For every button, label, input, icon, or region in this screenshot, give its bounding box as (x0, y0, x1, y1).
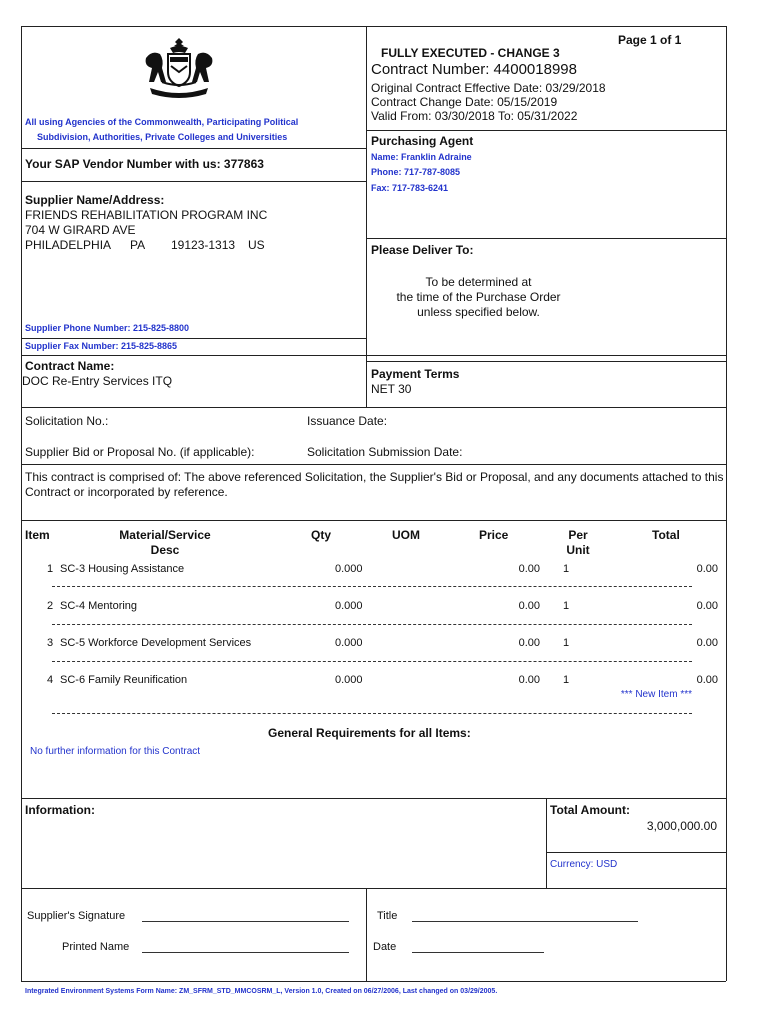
col-header-desc-1: Material/Service (119, 528, 211, 542)
contract-name-label: Contract Name: (25, 359, 115, 373)
row-separator (52, 713, 692, 714)
divider-vendor-top (21, 148, 366, 149)
col-header-item: Item (25, 528, 50, 542)
row-3-desc: SC-5 Workforce Development Services (60, 637, 252, 649)
divider-agent-top (366, 130, 726, 131)
supplier-country: US (248, 238, 265, 252)
total-amount-value: 3,000,000.00 (646, 819, 717, 833)
sap-vendor-number: Your SAP Vendor Number with us: 377863 (25, 157, 264, 171)
no-further-information: No further information for this Contract (30, 746, 201, 757)
divider-table-top (21, 520, 726, 521)
supplier-phone: Supplier Phone Number: 215-825-8800 (25, 323, 190, 333)
row-4-item: 4 (47, 674, 54, 686)
supplier-bid-label: Supplier Bid or Proposal No. (if applicable): (25, 445, 255, 459)
col-header-per-1: Per (568, 528, 588, 542)
divider-total-left (546, 798, 547, 888)
col-header-uom: UOM (392, 528, 420, 542)
divider-deliver-top (366, 238, 726, 239)
purchasing-agent-title: Purchasing Agent (371, 134, 474, 148)
supplier-signature-label: Supplier's Signature (27, 910, 126, 922)
row-1-qty: 0.000 (335, 563, 363, 575)
commonwealth-seal-icon (140, 36, 218, 102)
row-3-item: 3 (47, 637, 54, 649)
row-3-total: 0.00 (696, 637, 718, 649)
printed-name-label: Printed Name (62, 941, 130, 953)
frame-top-border (21, 26, 726, 27)
row-2-desc: SC-4 Mentoring (60, 600, 138, 612)
supplier-state: PA (130, 238, 146, 252)
contract-change-date: Contract Change Date: 05/15/2019 (371, 95, 558, 109)
agencies-note-line2: Subdivision, Authorities, Private Colleges and Universities (37, 132, 288, 142)
deliver-line3: unless specified below. (417, 305, 540, 319)
supplier-street: 704 W GIRARD AVE (25, 223, 136, 237)
row-2-qty: 0.000 (335, 600, 363, 612)
supplier-zip: 19123-1313 (171, 238, 236, 252)
divider-signature-top (21, 888, 726, 889)
row-2-per: 1 (563, 600, 570, 612)
row-1-per: 1 (563, 563, 570, 575)
contract-comprised-text: This contract is comprised of: The above referenced Solicitation, the Supplier's Bid or Proposal, and any documents attached to this Contract or incorporated by reference. (25, 470, 724, 499)
row-4-price: 0.00 (518, 674, 540, 686)
row-3-per: 1 (563, 637, 570, 649)
divider-currency-top (546, 852, 726, 853)
divider-signature-middle (366, 888, 367, 981)
submission-date-label: Solicitation Submission Date: (307, 445, 463, 459)
general-requirements-heading: General Requirements for all Items: (268, 726, 471, 740)
title-label: Title (377, 910, 398, 922)
deliver-line2: the time of the Purchase Order (396, 290, 561, 304)
row-2-total: 0.00 (696, 600, 718, 612)
deliver-line1: To be determined at (425, 275, 532, 289)
row-1-item: 1 (47, 563, 54, 575)
divider-comprised-top (21, 464, 726, 465)
supplier-fax: Supplier Fax Number: 215-825-8865 (25, 341, 178, 351)
divider-contract-name-top (21, 355, 726, 356)
page-indicator: Page 1 of 1 (618, 33, 682, 47)
col-header-total: Total (652, 528, 680, 542)
row-1-desc: SC-3 Housing Assistance (60, 563, 185, 575)
supplier-name: FRIENDS REHABILITATION PROGRAM INC (25, 208, 268, 222)
row-1-total: 0.00 (696, 563, 718, 575)
payment-terms-label: Payment Terms (371, 367, 460, 381)
printed-name-field[interactable] (142, 939, 349, 953)
row-3-qty: 0.000 (335, 637, 363, 649)
new-item-marker: *** New Item *** (620, 689, 692, 700)
row-2-price: 0.00 (518, 600, 540, 612)
row-4-qty: 0.000 (335, 674, 363, 686)
col-header-desc-2: Desc (150, 543, 180, 557)
col-header-per-2: Unit (566, 543, 590, 557)
solicitation-number-label: Solicitation No.: (25, 414, 109, 428)
row-2-item: 2 (47, 600, 54, 612)
currency: Currency: USD (550, 859, 618, 870)
frame-left-border (21, 26, 22, 981)
divider-supplier-top (21, 181, 366, 182)
frame-bottom-border (21, 981, 726, 982)
upper-column-divider (366, 26, 367, 407)
contract-number: Contract Number: 4400018998 (371, 61, 577, 78)
supplier-city: PHILADELPHIA (25, 238, 112, 252)
row-4-desc: SC-6 Family Reunification (60, 674, 188, 686)
agencies-note-line1: All using Agencies of the Commonwealth, Participating Political (25, 117, 299, 127)
col-header-qty: Qty (311, 528, 332, 542)
purchasing-agent-name: Name: Franklin Adraine (371, 152, 472, 162)
issuance-date-label: Issuance Date: (307, 414, 388, 428)
information-label: Information: (25, 803, 95, 817)
row-3-price: 0.00 (518, 637, 540, 649)
title-field[interactable] (412, 908, 638, 922)
row-separator (52, 624, 692, 625)
contract-status: FULLY EXECUTED - CHANGE 3 (381, 46, 560, 60)
payment-terms-value: NET 30 (371, 382, 412, 396)
row-4-per: 1 (563, 674, 570, 686)
date-label: Date (373, 941, 397, 953)
valid-date-range: Valid From: 03/30/2018 To: 05/31/2022 (371, 109, 578, 123)
row-4-total: 0.00 (696, 674, 718, 686)
row-separator (52, 661, 692, 662)
divider-fax-top (21, 338, 366, 339)
contract-name-value: DOC Re-Entry Services ITQ (22, 374, 173, 388)
date-field[interactable] (412, 939, 544, 953)
total-amount-label: Total Amount: (550, 803, 630, 817)
divider-payment-top (366, 361, 726, 362)
divider-solicitation-top (21, 407, 726, 408)
divider-information-top (21, 798, 726, 799)
supplier-label: Supplier Name/Address: (25, 193, 165, 207)
purchasing-agent-fax: Fax: 717-783-6241 (371, 183, 449, 193)
supplier-signature-field[interactable] (142, 908, 349, 922)
form-footer: Integrated Environment Systems Form Name: ZM_SFRM_STD_MMCOSRM_L, Version 1.0, Created on 06/27/2006, Last changed on 03/29/2005. (25, 988, 498, 995)
frame-right-border (726, 26, 727, 981)
deliver-to-label: Please Deliver To: (371, 243, 474, 257)
original-effective-date: Original Contract Effective Date: 03/29/2018 (371, 81, 606, 95)
row-1-price: 0.00 (518, 563, 540, 575)
purchasing-agent-phone: Phone: 717-787-8085 (371, 167, 461, 177)
col-header-price: Price (479, 528, 509, 542)
row-separator (52, 586, 692, 587)
